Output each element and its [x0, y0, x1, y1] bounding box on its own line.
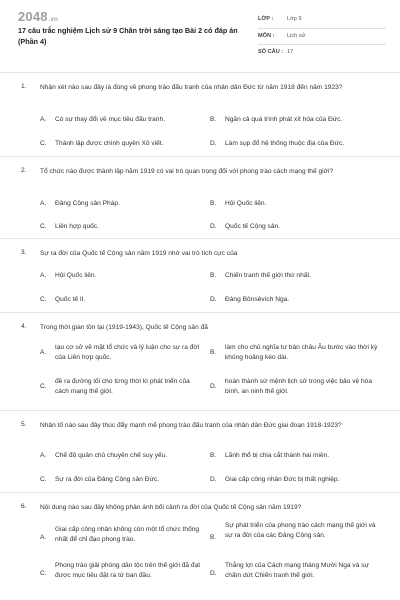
page-title: 17 câu trắc nghiệm Lịch sử 9 Chân trời sáng tạo Bài 2 có đáp án (Phần 4) [18, 26, 238, 46]
logo-text: 2048 [18, 9, 48, 24]
meta-row-subject [258, 29, 386, 46]
option-letter: C. [40, 223, 47, 230]
option-text: Lãnh thổ bị chia cắt thành hai miền. [225, 452, 330, 459]
option-letter: D. [210, 223, 217, 230]
option-text: Đảng Bônsêvích Nga. [225, 296, 290, 303]
question-text: Nhận xét nào sau đây là đúng về phong trào đấu tranh của nhân dân Đức từ năm 1918 đến năm 1923? [40, 84, 343, 91]
option-letter: B. [210, 200, 217, 207]
question-text: Nội dung nào sau đây không phản ánh bối cảnh ra đời của Quốc tế Cộng sản năm 1919? [40, 504, 302, 511]
question-text: Trong thời gian tồn tại (1919-1943), Quốc tế Cộng sản đã [40, 324, 208, 331]
meta-table [258, 12, 386, 62]
option-text: Sự ra đời của Đảng Cộng sản Đức. [55, 476, 160, 483]
option-text: hoàn thành sứ mệnh lịch sử trong việc bảo vệ hòa bình, an ninh thế giới. [225, 378, 373, 395]
meta-key: LỚP : [258, 16, 274, 22]
option-text: Sự phát triển của phong trào cách mạng thế giới và sự ra đời của các Đảng Cộng sản. [225, 522, 376, 539]
site-logo[interactable] [18, 9, 58, 24]
option-text: Quốc tế II. [55, 296, 86, 303]
question-number: 5. [21, 421, 27, 428]
meta-value: Lớp 9 [287, 16, 302, 22]
option-letter: C. [40, 383, 47, 390]
option-letter: B. [210, 452, 217, 459]
option-letter: C. [40, 296, 47, 303]
question-text: Nhân tố nào sau đây thúc đẩy mạnh mẽ phong trào đấu tranh của nhân dân Đức giai đoạn 1918-1923? [40, 422, 342, 429]
option-letter: A. [40, 200, 47, 207]
option-text: Chiến tranh thế giới thứ nhất. [225, 272, 312, 279]
question-item [0, 156, 400, 236]
option-letter: B. [210, 272, 217, 279]
option-text: Chế độ quân chủ chuyên chế suy yếu. [55, 452, 168, 459]
meta-key: MÔN : [258, 32, 275, 39]
option-letter: D. [210, 296, 217, 303]
question-number: 4. [21, 323, 27, 330]
option-letter: B. [210, 534, 217, 541]
option-letter: D. [210, 570, 217, 577]
question-item [0, 72, 400, 154]
page-header [0, 0, 400, 64]
option-letter: A. [40, 534, 47, 541]
logo-suffix: .vn [48, 17, 59, 23]
meta-key: SỐ CÂU : [258, 49, 284, 55]
option-letter: C. [40, 140, 47, 147]
option-text: Quốc tế Cộng sản. [225, 223, 280, 230]
question-item [0, 410, 400, 490]
option-text: Hội Quốc liên. [225, 200, 267, 207]
option-text: Làm sụp đổ hệ thống thuộc địa của Đức. [225, 140, 345, 147]
option-text: Hội Quốc liên. [55, 272, 97, 279]
question-number: 1. [21, 83, 27, 90]
question-text: Tổ chức nào được thành lập năm 1919 có vai trò quan trọng đối với phong trào cách mạng thế giới? [40, 168, 334, 175]
option-text: Giai cấp công nhân không còn một tổ chức thống nhất để chỉ đạo phong trào. [55, 526, 200, 543]
option-letter: A. [40, 272, 47, 279]
option-text: tạo cơ sở về mặt tổ chức và lý luận cho sự ra đời của Liên hợp quốc. [55, 344, 200, 361]
question-item [0, 312, 400, 408]
option-letter: B. [210, 116, 217, 123]
meta-row-count [258, 45, 386, 62]
option-text: Liên hợp quốc. [55, 223, 99, 230]
option-letter: A. [40, 116, 47, 123]
option-letter: D. [210, 383, 217, 390]
question-number: 2. [21, 167, 27, 174]
option-text: Đảng Cộng sản Pháp. [55, 200, 120, 207]
option-letter: A. [40, 452, 47, 459]
option-letter: D. [210, 140, 217, 147]
meta-value: Lịch sử [287, 32, 306, 39]
option-text: Thắng lợi của Cách mạng tháng Mười Nga và sự chấm dứt Chiến tranh thế giới. [225, 562, 369, 579]
option-text: Thành lập được chính quyền Xô viết. [55, 140, 164, 147]
option-letter: D. [210, 476, 217, 483]
option-text: làm cho chủ nghĩa tư bản châu Âu bước vào thời kỳ khủng hoảng kéo dài. [225, 344, 378, 361]
option-text: Giai cấp công nhân Đức bị thất nghiệp. [225, 476, 340, 483]
meta-value: 17 [287, 49, 294, 55]
option-letter: B. [210, 349, 217, 356]
question-number: 3. [21, 249, 27, 256]
option-letter: C. [40, 570, 47, 577]
question-item [0, 238, 400, 310]
option-letter: A. [40, 349, 47, 356]
option-text: đề ra đường lối cho từng thời kì phát triển của cách mạng thế giới. [55, 378, 190, 395]
question-number: 6. [21, 503, 27, 510]
option-text: Phong trào giải phóng dân tộc trên thế giới đã đạt được mục tiêu đặt ra từ ban đầu. [55, 562, 201, 579]
option-letter: C. [40, 476, 47, 483]
question-text: Sự ra đời của Quốc tế Cộng sản năm 1919 nhờ vai trò tích cực của [40, 250, 238, 257]
meta-row-class [258, 12, 386, 29]
option-text: Có sự thay đổi về mục tiêu đấu tranh. [55, 116, 165, 123]
question-item [0, 492, 400, 600]
option-text: Ngăn cả quá trình phát xít hóa của Đức. [225, 116, 343, 123]
